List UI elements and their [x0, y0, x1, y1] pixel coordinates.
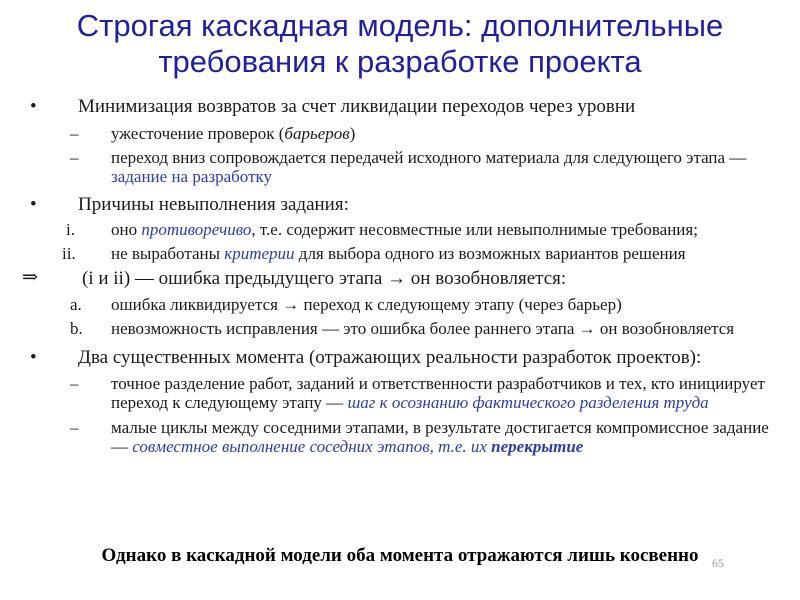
implication-text: (i и ii) — ошибка предыдущего этапа → он возобновляется:: [82, 268, 567, 289]
outcome-b: [0, 319, 800, 338]
highlight-contradictory: противоречиво: [141, 220, 252, 239]
dash-marker: –: [70, 148, 79, 167]
highlight-labor-division: шаг к осознанию фактического разделения труда: [347, 393, 709, 412]
text-part: переход вниз сопровождается передачей исходного материала для следующего этапа —: [111, 148, 747, 167]
emphasis-barriers: барьеров: [284, 124, 350, 143]
dash-marker: –: [70, 124, 79, 143]
bullet-minimization: [0, 96, 800, 118]
outcome-text: ошибка ликвидируется → переход к следующему этапу (через барьер): [111, 295, 622, 314]
slide-title: [0, 8, 800, 80]
bullet-text: Причины невыполнения задания:: [78, 194, 349, 215]
bullet-marker: •: [30, 96, 37, 117]
implies-icon: ⇒: [22, 267, 38, 288]
text-part: ужесточение проверок (: [111, 124, 285, 143]
highlight-overlap: перекрытие: [491, 437, 584, 456]
text-part: ): [349, 124, 356, 143]
sub-item-text: [111, 148, 771, 186]
sub-item-text: [111, 124, 771, 143]
letter-marker: a.: [70, 295, 82, 314]
text-part: точное разделение работ, заданий и ответственности разработчиков и тех, кто инициирует переход к следующему этапу —: [111, 374, 765, 412]
roman-marker: i.: [66, 220, 75, 239]
sub-item-separation: [0, 374, 800, 412]
letter-marker: b.: [70, 319, 83, 338]
dash-marker: –: [70, 418, 79, 437]
page-number: 65: [712, 556, 724, 570]
sub-item-text: [111, 374, 771, 412]
highlight-assignment: задание на разработку: [111, 167, 273, 186]
highlight-criteria: критерии: [224, 244, 295, 263]
sub-item-checks: [0, 124, 800, 143]
reason-text: [111, 244, 771, 263]
dash-marker: –: [70, 374, 79, 393]
sub-item-transition: [0, 148, 800, 186]
implication-row: [0, 268, 800, 290]
outcome-a: [0, 295, 800, 314]
reason-i: [0, 220, 800, 239]
outcome-text: невозможность исправления — это ошибка более раннего этапа → он возобновляется: [111, 319, 735, 338]
sub-item-cycles: [0, 418, 800, 456]
text-part: для выбора одного из возможных вариантов решения: [294, 244, 686, 263]
reason-text: [111, 220, 771, 239]
bullet-text: Два существенных момента (отражающих реальности разработок проектов):: [78, 347, 702, 368]
slide-content: [0, 96, 800, 456]
bullet-marker: •: [30, 347, 37, 368]
bullet-marker: •: [30, 194, 37, 215]
title-line-2: требования к разработке проекта: [158, 44, 642, 79]
reason-ii: [0, 244, 800, 263]
bullet-text: Минимизация возвратов за счет ликвидации переходов через уровни: [78, 96, 636, 117]
text-part: оно: [111, 220, 142, 239]
text-part: малые циклы между соседними этапами, в результате достигается компромиссное задание —: [111, 418, 769, 456]
bullet-two-points: [0, 347, 800, 369]
text-part: , т.е. содержит несовместные или невыполнимые требования;: [251, 220, 698, 239]
bullet-reasons: [0, 194, 800, 216]
text-part: не выработаны: [111, 244, 225, 263]
title-line-1: Строгая каскадная модель: дополнительные: [76, 8, 724, 43]
sub-item-text: [111, 418, 771, 456]
roman-marker: ii.: [62, 244, 76, 263]
conclusion-text: Однако в каскадной модели оба момента отражаются лишь косвенно: [101, 545, 699, 566]
highlight-joint-execution: совместное выполнение соседних этапов, т.е. их: [132, 437, 492, 456]
